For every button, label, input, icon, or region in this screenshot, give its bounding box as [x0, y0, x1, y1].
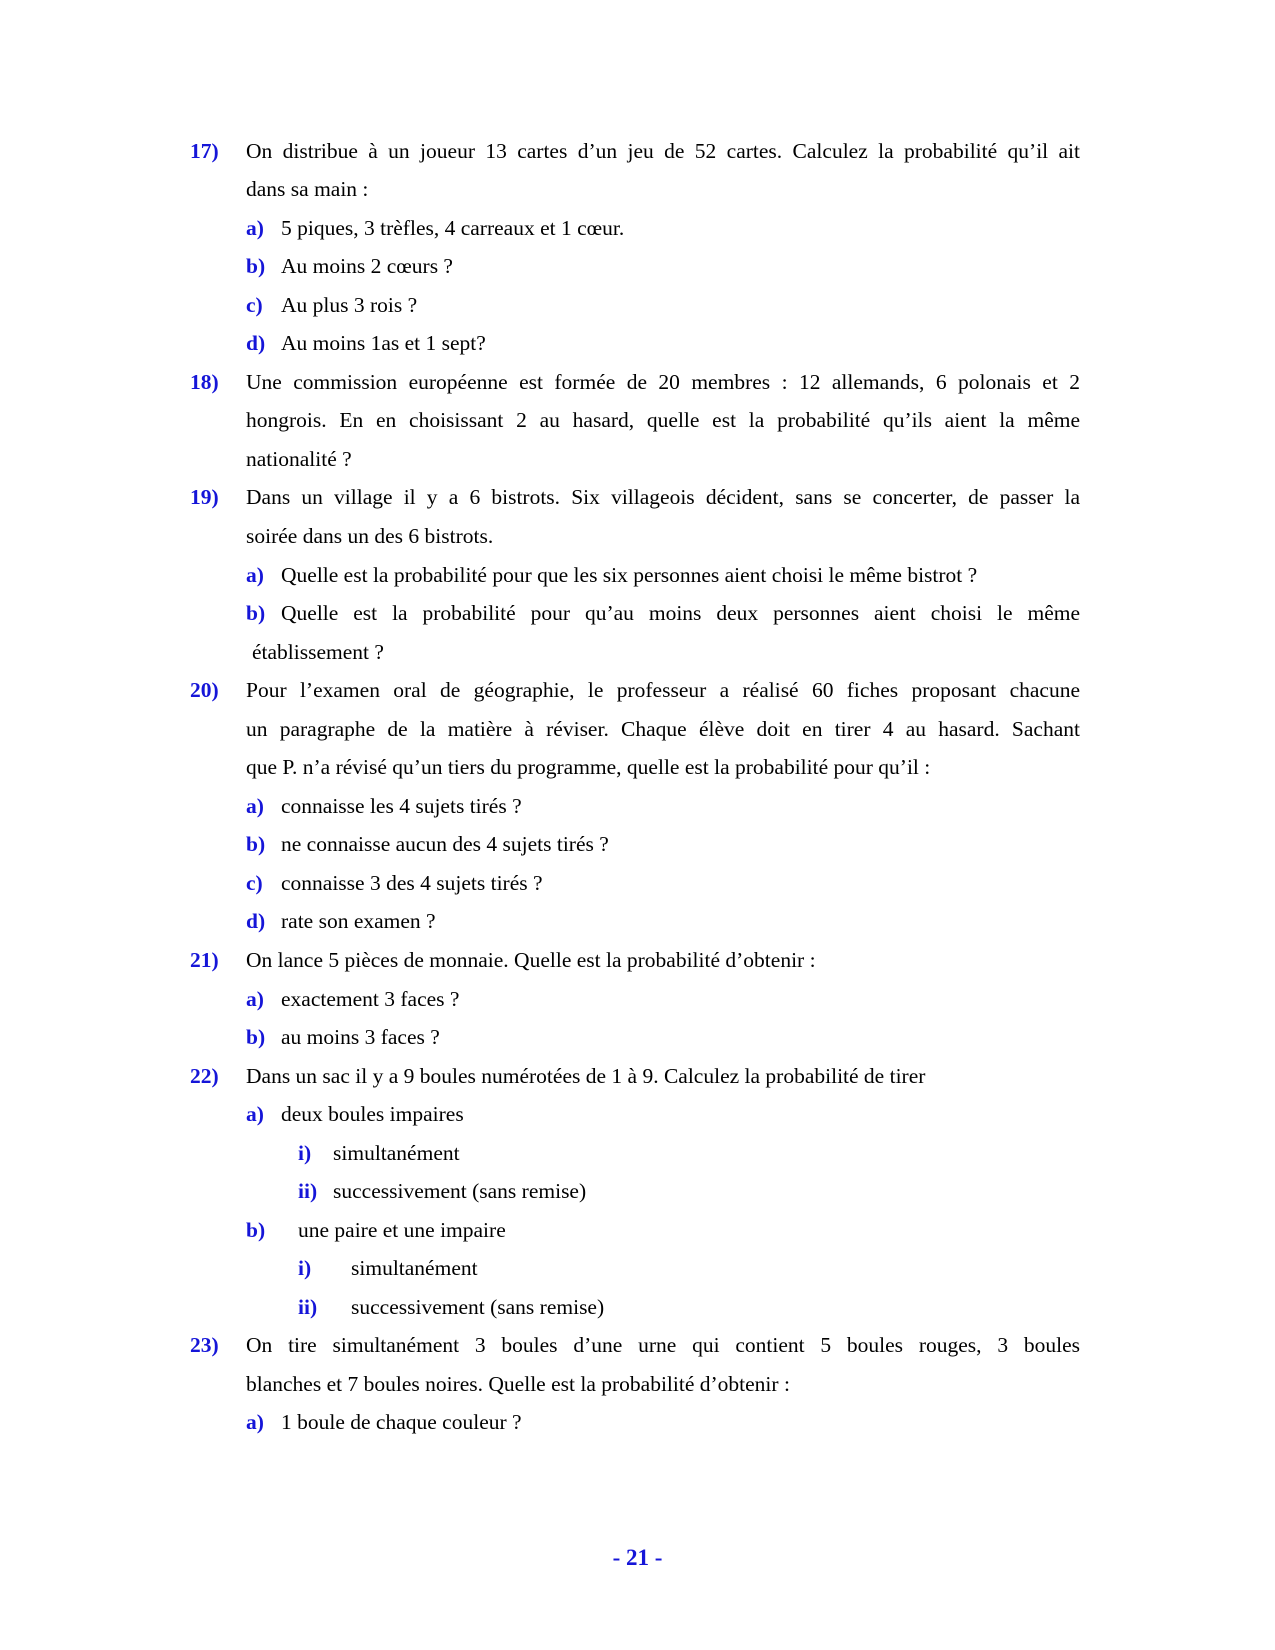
problem-text-line: Une commission européenne est formée de 20 membres : 12 allemands, 6 polonais et 2: [246, 370, 1080, 394]
item-text: rate son examen ?: [281, 909, 436, 933]
item-text: exactement 3 faces ?: [281, 987, 460, 1011]
subitem-text: successivement (sans remise): [333, 1179, 587, 1203]
item-label: b): [246, 832, 266, 856]
item-label: d): [246, 331, 266, 355]
problem-text-line: On distribue à un joueur 13 cartes d’un jeu de 52 cartes. Calculez la probabilité qu’il ait: [246, 139, 1080, 163]
page-number: - 21 -: [612, 1545, 663, 1570]
item-label: a): [246, 794, 264, 818]
problem-text-line: soirée dans un des 6 bistrots.: [246, 524, 494, 548]
item-label: c): [246, 871, 263, 895]
problem-number: 20): [190, 678, 219, 702]
item-label: a): [246, 1410, 264, 1434]
item-label: a): [246, 563, 264, 587]
problem-text-line: nationalité ?: [246, 447, 352, 471]
item-label: b): [246, 1218, 266, 1242]
problem-number: 21): [190, 948, 219, 972]
problem-text-line: dans sa main :: [246, 177, 369, 201]
subitem-label: i): [298, 1256, 312, 1280]
subitem-label: i): [298, 1141, 312, 1165]
problem-text-line: que P. n’a révisé qu’un tiers du programme, quelle est la probabilité pour qu’il :: [246, 755, 931, 779]
item-text: au moins 3 faces ?: [281, 1025, 440, 1049]
subitem-label: ii): [298, 1179, 318, 1203]
problem-number: 22): [190, 1064, 219, 1088]
problem-number: 17): [190, 139, 219, 163]
problem-text-line: hongrois. En en choisissant 2 au hasard, quelle est la probabilité qu’ils aient la même: [246, 408, 1080, 432]
problem-text-line: Dans un sac il y a 9 boules numérotées de 1 à 9. Calculez la probabilité de tirer: [246, 1064, 926, 1088]
problem-number: 23): [190, 1333, 219, 1357]
item-label: b): [246, 1025, 266, 1049]
item-label: d): [246, 909, 266, 933]
item-text: deux boules impaires: [281, 1102, 464, 1126]
subitem-text: successivement (sans remise): [351, 1295, 605, 1319]
item-text: 1 boule de chaque couleur ?: [281, 1410, 522, 1434]
subitem-text: simultanément: [351, 1256, 478, 1280]
item-text: ne connaisse aucun des 4 sujets tirés ?: [281, 832, 609, 856]
item-label: b): [246, 254, 266, 278]
item-label: c): [246, 293, 263, 317]
item-label: a): [246, 216, 264, 240]
item-text: Au moins 2 cœurs ?: [281, 254, 453, 278]
item-text: 5 piques, 3 trèfles, 4 carreaux et 1 cœur.: [281, 216, 625, 240]
item-text: Quelle est la probabilité pour que les six personnes aient choisi le même bistrot ?: [281, 563, 978, 587]
problem-number: 18): [190, 370, 219, 394]
item-text: connaisse 3 des 4 sujets tirés ?: [281, 871, 543, 895]
item-text: Quelle est la probabilité pour qu’au moins deux personnes aient choisi le même: [281, 601, 1080, 625]
subitem-label: ii): [298, 1295, 318, 1319]
problem-text-line: Dans un village il y a 6 bistrots. Six villageois décident, sans se concerter, de passer la: [246, 485, 1080, 509]
item-label: b): [246, 601, 266, 625]
item-text: Au moins 1as et 1 sept?: [281, 331, 486, 355]
problem-number: 19): [190, 485, 219, 509]
item-text: connaisse les 4 sujets tirés ?: [281, 794, 522, 818]
item-text: une paire et une impaire: [298, 1218, 506, 1242]
problem-text-line: On tire simultanément 3 boules d’une urne qui contient 5 boules rouges, 3 boules: [246, 1333, 1080, 1357]
subitem-text: simultanément: [333, 1141, 460, 1165]
problem-text-line: On lance 5 pièces de monnaie. Quelle est la probabilité d’obtenir :: [246, 948, 816, 972]
problem-text-line: Pour l’examen oral de géographie, le professeur a réalisé 60 fiches proposant chacune: [246, 678, 1080, 702]
problem-text-line: blanches et 7 boules noires. Quelle est la probabilité d’obtenir :: [246, 1372, 790, 1396]
item-label: a): [246, 1102, 264, 1126]
problem-text-line: un paragraphe de la matière à réviser. Chaque élève doit en tirer 4 au hasard. Sachant: [246, 717, 1080, 741]
item-text: Au plus 3 rois ?: [281, 293, 418, 317]
item-text-continued: établissement ?: [252, 640, 384, 664]
item-label: a): [246, 987, 264, 1011]
